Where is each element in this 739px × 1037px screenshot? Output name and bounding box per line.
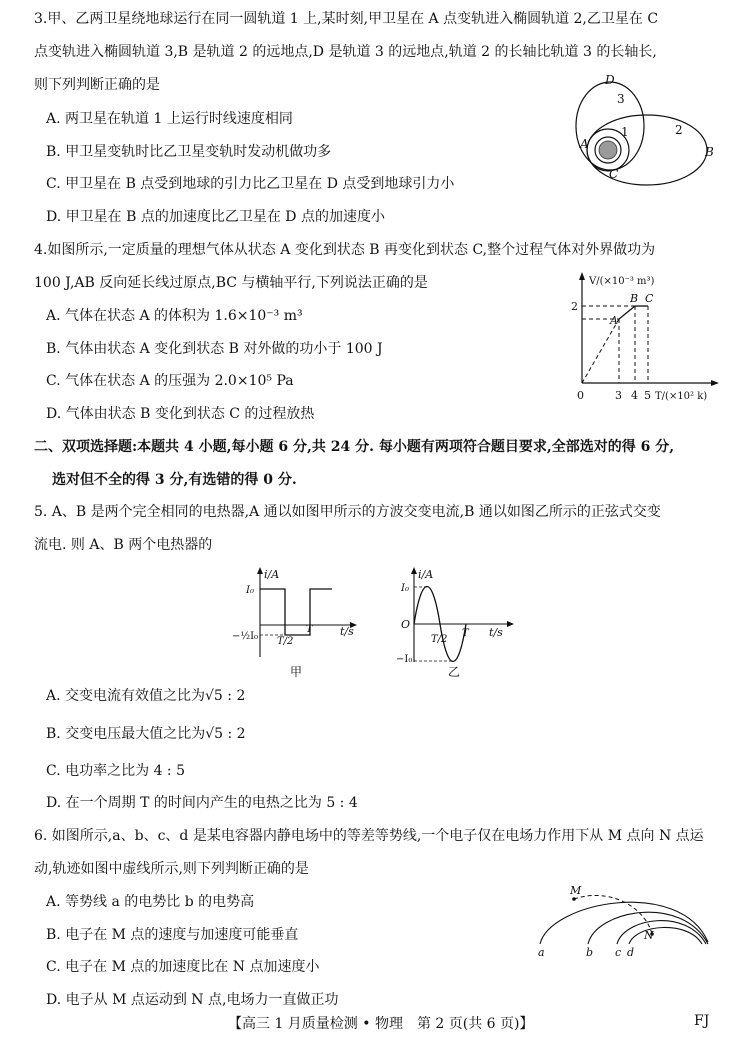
q5-square-wave-graph — [232, 562, 367, 682]
O-label: O — [401, 618, 411, 631]
caption-yi: 乙 — [448, 665, 461, 679]
q3-stem-line3: 则下列判断正确的是 — [34, 77, 160, 93]
tick-5: 5 — [644, 389, 651, 402]
label-C: C — [609, 167, 619, 181]
q3-stem-line1: 3.甲、乙两卫星绕地球运行在同一圆轨道 1 上,某时刻,甲卫星在 A 点变轨进入椭圆轨道 2,乙卫星在 C — [34, 11, 659, 27]
q4-stem-line1: 4.如图所示,一定质量的理想气体从状态 A 变化到状态 B 再变化到状态 C,整个过程气体对外界做功为 — [34, 242, 656, 258]
q4-option-c: C. 气体在状态 A 的压强为 2.0×10⁵ Pa — [46, 373, 294, 389]
q6-option-b: B. 电子在 M 点的速度与加速度可能垂直 — [46, 927, 299, 943]
line-AB — [619, 306, 635, 319]
dash-extension — [582, 319, 619, 383]
q4-option-a: A. 气体在状态 A 的体积为 1.6×10⁻³ m³ — [46, 308, 303, 324]
tick-2: 2 — [571, 300, 578, 313]
earth-core — [599, 141, 617, 159]
label-d: d — [627, 946, 635, 959]
point-M — [572, 897, 576, 901]
label-M: M — [570, 884, 582, 897]
q3-option-c: C. 甲卫星在 B 点受到地球的引力比乙卫星在 D 点受到地球引力小 — [46, 176, 455, 192]
i-label: i/A — [264, 568, 280, 581]
t-axis-arrow — [711, 380, 719, 386]
q3-orbit-diagram — [565, 72, 725, 197]
q4-vt-graph — [565, 268, 725, 408]
t-axis-label: T/(×10² k) — [655, 391, 708, 402]
I0-label: I₀ — [401, 583, 409, 594]
neg-I0-label: −I₀ — [396, 654, 413, 665]
equipotential-a — [540, 902, 708, 944]
q5-stem-line1: 5. A、B 是两个完全相同的电热器,A 通以如图甲所示的方波交变电流,B 通以如图乙所示的正弦式交变 — [34, 504, 661, 520]
label-B: B — [705, 145, 714, 159]
q6-option-d: D. 电子从 M 点运动到 N 点,电场力一直做正功 — [46, 992, 339, 1008]
section-2-heading-cont: 选对但不全的得 3 分,有选错的得 0 分. — [52, 472, 297, 488]
q3-stem-line2: 点变轨进入椭圆轨道 3,B 是轨道 2 的远地点,D 是轨道 3 的远地点,轨道 2 的长轴比轨道 3 的长轴长, — [34, 44, 657, 60]
t-label: t/s — [489, 626, 503, 639]
caption-jia: 甲 — [290, 665, 303, 679]
q5-option-d: D. 在一个周期 T 的时间内产生的电热之比为 5 : 4 — [46, 795, 358, 811]
label-b: b — [586, 946, 594, 959]
q6-stem-line1: 6. 如图所示,a、b、c、d 是某电容器内静电场中的等差等势线,一个电子仅在电场力作用下从 M 点向 N 点运 — [34, 828, 704, 844]
q4-option-b: B. 气体由状态 A 变化到状态 B 对外做的功小于 100 J — [46, 341, 383, 357]
equipotential-d — [629, 927, 702, 944]
q6-option-a: A. 等势线 a 的电势比 b 的电势高 — [46, 894, 255, 910]
electron-trajectory — [574, 895, 652, 934]
q5-option-c: C. 电功率之比为 4 : 5 — [46, 763, 185, 779]
t-axis-arrow — [507, 621, 514, 627]
v-axis-label: V/(×10⁻³ m³) — [589, 276, 655, 287]
q3-option-a: A. 两卫星在轨道 1 上运行时线速度相同 — [46, 111, 293, 127]
q6-stem-line2: 动,轨迹如图中虚线所示,则下列判断正确的是 — [34, 861, 309, 877]
label-A: A — [580, 137, 589, 151]
q4-stem-line2: 100 J,AB 反向延长线过原点,BC 与横轴平行,下列说法正确的是 — [34, 275, 428, 291]
q3-option-d: D. 甲卫星在 B 点的加速度比乙卫星在 D 点的加速度小 — [46, 209, 385, 225]
q4-option-d: D. 气体由状态 B 变化到状态 C 的过程放热 — [46, 406, 315, 422]
tick-4: 4 — [631, 389, 638, 402]
q3-option-b: B. 甲卫星变轨时比乙卫星变轨时发动机做功多 — [46, 144, 332, 160]
point-A: A — [610, 314, 618, 327]
section-2-heading: 二、双项选择题:本题共 4 小题,每小题 6 分,共 24 分. 每小题有两项符合题目要求,全部选对的得 6 分, — [34, 439, 675, 455]
page-footer: 【高三 1 月质量检测 • 物理 第 2 页(共 6 页)】 — [228, 1016, 534, 1032]
T-half-label: T/2 — [431, 634, 448, 645]
t-label: t/s — [340, 625, 354, 638]
footer-code: FJ — [694, 1013, 710, 1029]
label-3: 3 — [617, 92, 625, 106]
q5-stem-line2: 流电. 则 A、B 两个电热器的 — [34, 537, 213, 553]
tick-0: 0 — [577, 389, 584, 402]
point-C: C — [645, 292, 654, 305]
label-1: 1 — [621, 125, 629, 139]
label-2: 2 — [675, 123, 683, 137]
i-axis-arrow — [257, 567, 263, 574]
i-axis-arrow — [411, 567, 417, 574]
square-wave — [260, 589, 332, 635]
label-D: D — [605, 73, 615, 87]
I0-label: I₀ — [246, 585, 254, 596]
i-label: i/A — [418, 568, 434, 581]
neg-half-label: −½I₀ — [232, 631, 259, 642]
T-label: T — [306, 624, 313, 635]
q6-equipotential-diagram — [530, 882, 715, 962]
point-B: B — [630, 292, 639, 305]
label-N: N — [644, 929, 654, 942]
label-c: c — [615, 946, 622, 959]
T-half-label: T/2 — [277, 636, 294, 647]
q5-option-a: A. 交变电流有效值之比为√5 : 2 — [46, 688, 246, 704]
label-a: a — [538, 946, 545, 959]
q6-option-c: C. 电子在 M 点的加速度比在 N 点加速度小 — [46, 959, 320, 975]
v-axis-arrow — [579, 272, 585, 280]
tick-3: 3 — [615, 389, 622, 402]
q5-option-b: B. 交变电压最大值之比为√5 : 2 — [46, 726, 246, 742]
q5-sine-wave-graph — [396, 562, 531, 682]
T-label: T — [462, 628, 469, 639]
